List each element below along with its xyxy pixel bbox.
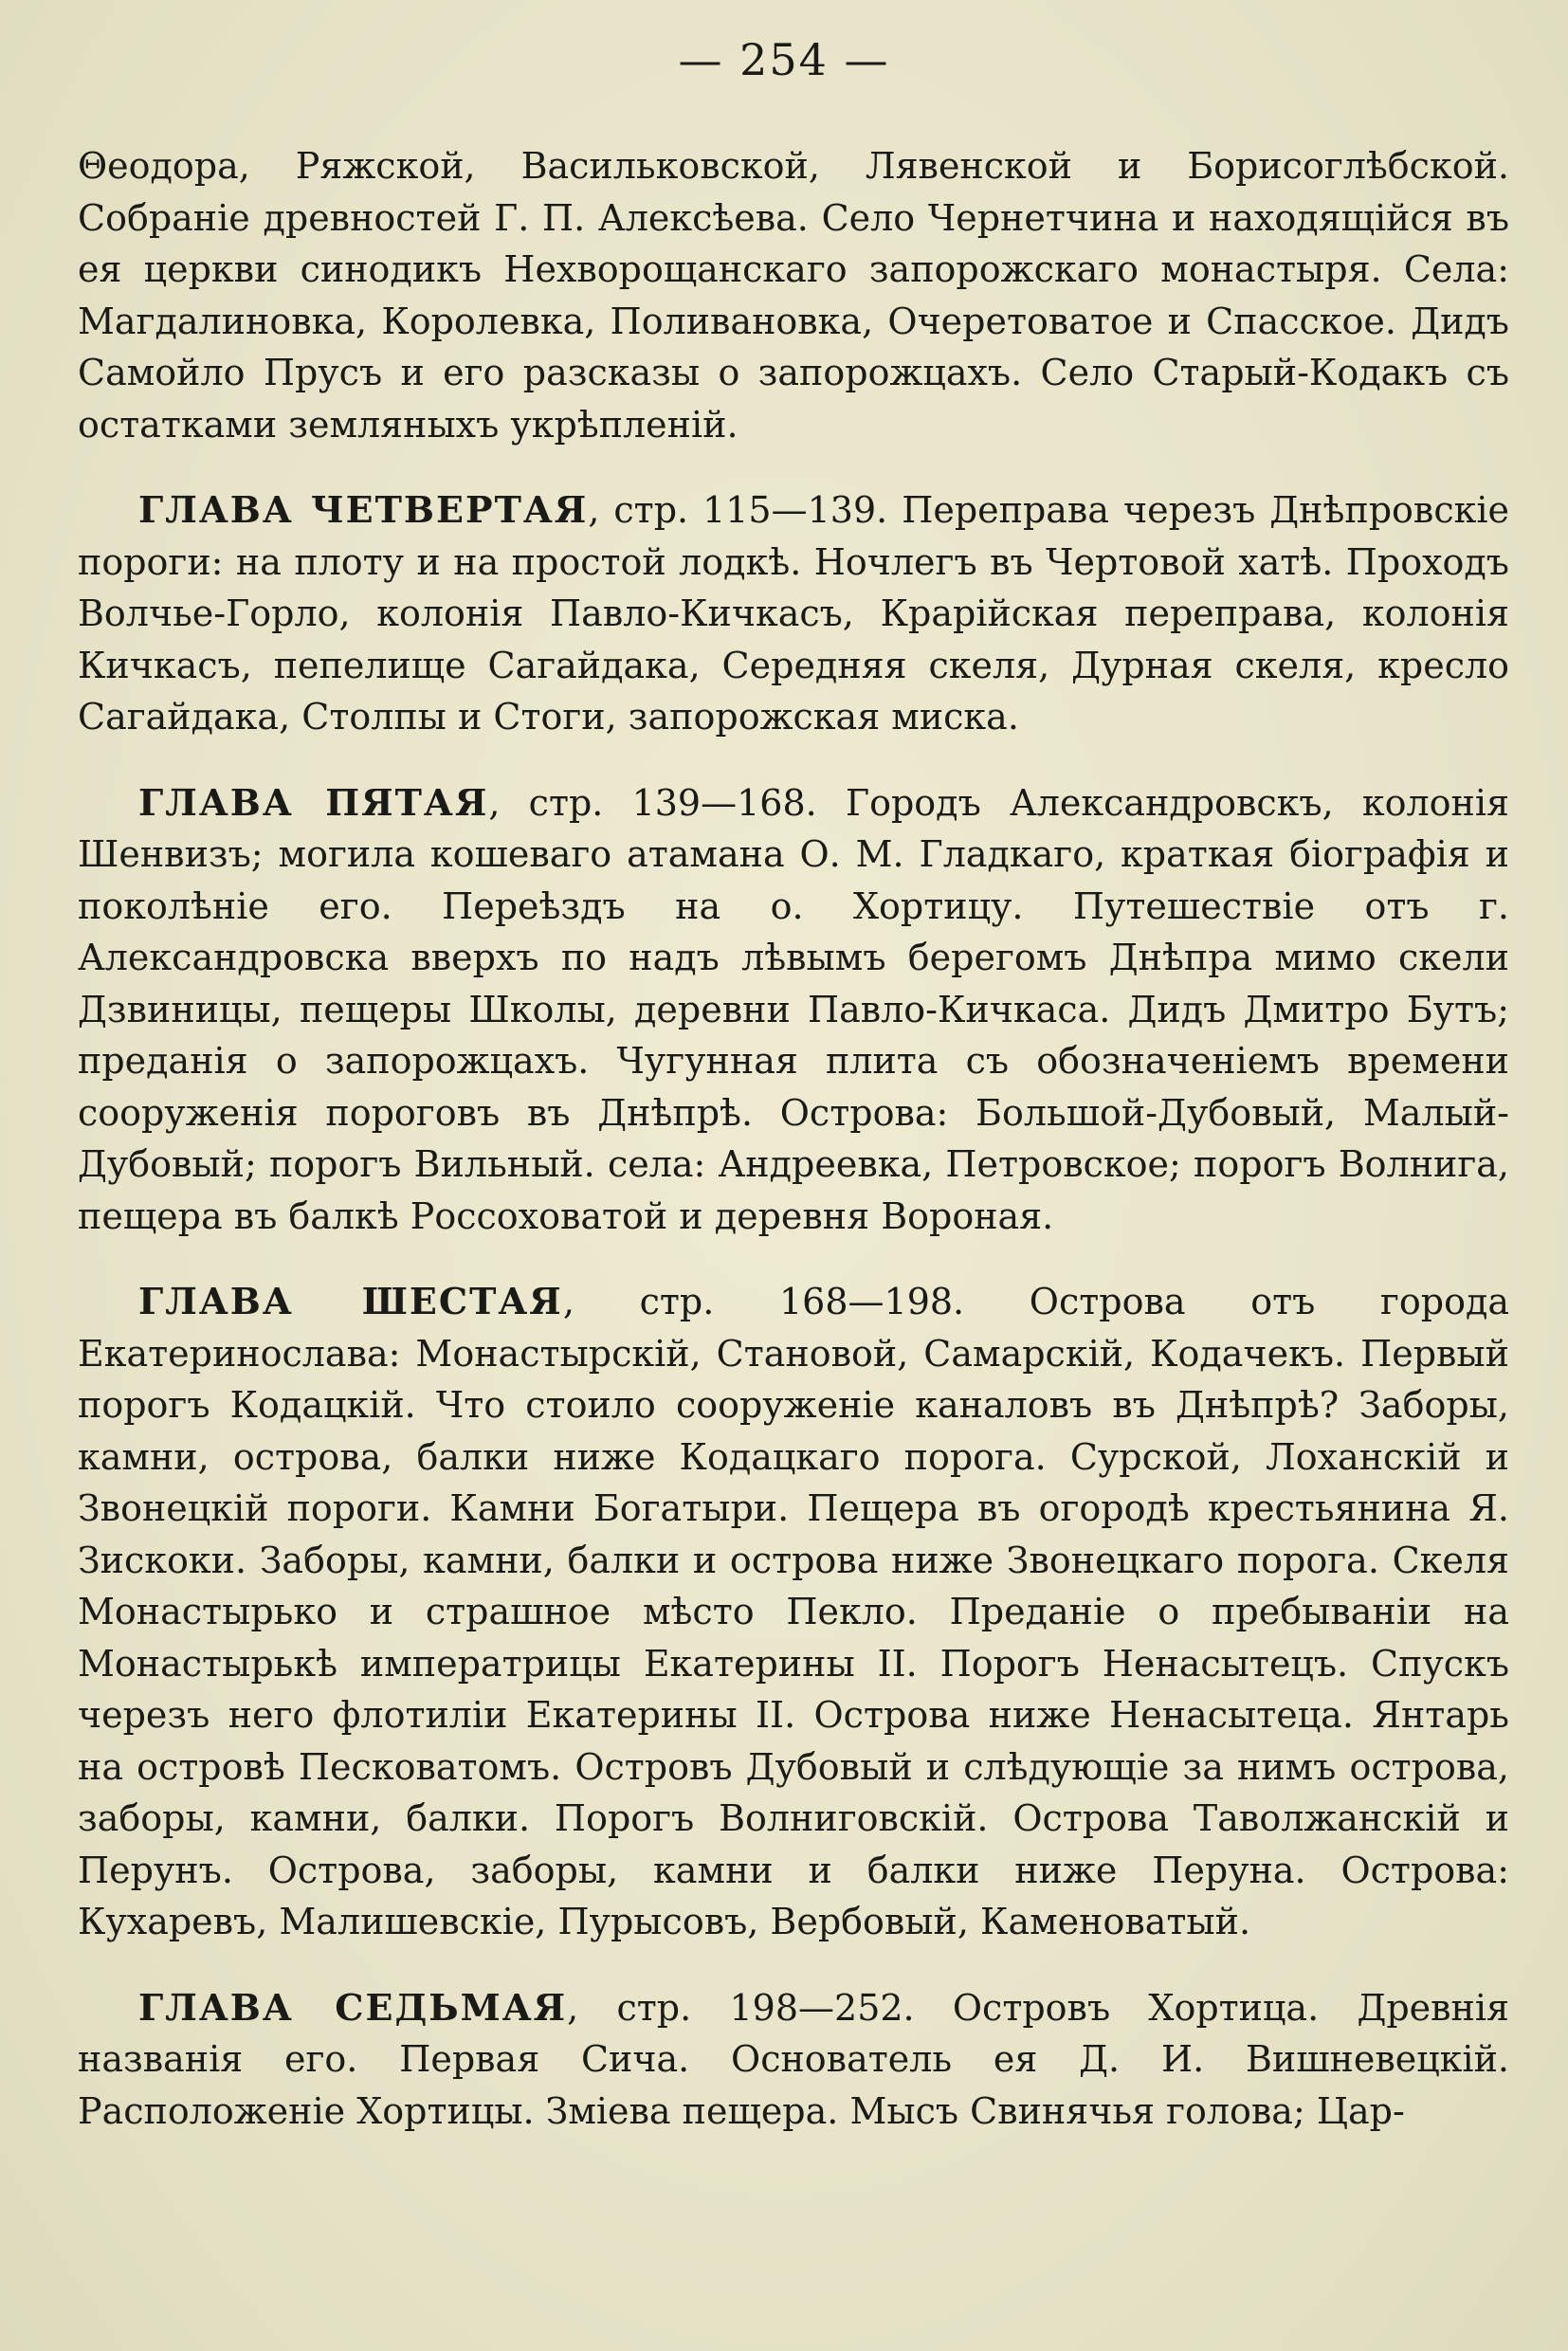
- page-number: — 254 —: [678, 34, 890, 85]
- chapter-text: , стр. 139—168. Городъ Александровскъ, колонія Шенвизъ; могила кошеваго атамана О. М. Гладкаго, краткая біографія и поколѣніе его. Переѣздъ на о. Хортицу. Путешествіе отъ г. Александровска вверхъ по надъ лѣвымъ берегомъ Днѣпра мимо скели Дзвиницы, пещеры Школы, деревни Павло-Кичкаса. Дидъ Дмитро Бутъ; преданія о запорожцахъ. Чугунная плита съ обозначеніемъ времени сооруженія пороговъ въ Днѣпрѣ. Острова: Большой-Дубовый, Малый-Дубовый; порогъ Вильный. села: Андреевка, Петровское; порогъ Волнига, пещера въ балкѣ Россоховатой и деревня Вороная.: [78, 781, 1509, 1237]
- chapter-paragraph: [78, 1276, 1509, 1948]
- chapter-text: , стр. 115—139. Переправа черезъ Днѣпровскіе пороги: на плоту и на простой лодкѣ. Ночлегъ въ Чертовой хатѣ. Проходъ Волчье-Горло, колонія Павло-Кичкасъ, Крарійская переправа, колонія Кичкасъ, пепелище Сагайдака, Середняя скеля, Дурная скеля, кресло Сагайдака, Столпы и Стоги, запорожская миска.: [78, 489, 1510, 738]
- intro-paragraph: Θеодора, Ряжской, Васильковской, Лявенской и Борисоглѣбской. Собраніе древностей Г. П. Алексѣева. Село Чернетчина и находящійся въ ея церкви синодикъ Нехворощанскаго запорожскаго монастыря. Села: Магдалиновка, Королевка, Поливановка, Очеретоватое и Спасское. Дидъ Самойло Прусъ и его разсказы о запорожцахъ. Село Старый-Кодакъ съ остатками земляныхъ укрѣпленій.: [78, 145, 1509, 446]
- page-body: [78, 140, 1509, 2137]
- chapter-paragraph: [78, 484, 1509, 743]
- chapter-title: ГЛАВА ПЯТАЯ: [138, 780, 489, 824]
- chapter-paragraph: [78, 777, 1509, 1243]
- chapter-text: , стр. 168—198. Острова отъ города Екатеринослава: Монастырскій, Становой, Самарскій, Кодачекъ. Первый порогъ Кодацкій. Что стоило сооруженіе каналовъ въ Днѣпрѣ? Заборы, камни, острова, балки ниже Кодацкаго порога. Сурской, Лоханскій и Звонецкій пороги. Камни Богатыри. Пещера въ огородѣ крестьянина Я. Зискоки. Заборы, камни, балки и острова ниже Звонецкаго порога. Скеля Монастырько и страшное мѣсто Пекло. Преданіе о пребываніи на Монастырькѣ императрицы Екатерины II. Порогъ Ненасытецъ. Спускъ черезъ него флотиліи Екатерины II. Острова ниже Ненасытеца. Янтарь на островѣ Песковатомъ. Островъ Дубовый и слѣдующіе за нимъ острова, заборы, камни, балки. Порогъ Волниговскій. Острова Таволжанскій и Перунъ. Острова, заборы, камни и балки ниже Перуна. Острова: Кухаревъ, Малишевскіе, Пурысовъ, Вербовый, Каменоватый.: [78, 1281, 1510, 1942]
- chapter-text: , стр. 198—252. Островъ Хортица. Древнія названія его. Первая Сича. Основатель ея Д. И. Вишневецкій. Расположеніе Хортицы. Зміева пещера. Мысъ Свинячья голова; Цар-: [78, 1986, 1509, 2132]
- chapter-title: ГЛАВА ЧЕТВЕРТАЯ: [138, 488, 589, 531]
- chapter-title: ГЛАВА СЕДЬМАЯ: [138, 1985, 568, 2029]
- chapter-paragraph: [78, 1982, 1509, 2138]
- chapter-title: ГЛАВА ШЕСТАЯ: [138, 1280, 563, 1322]
